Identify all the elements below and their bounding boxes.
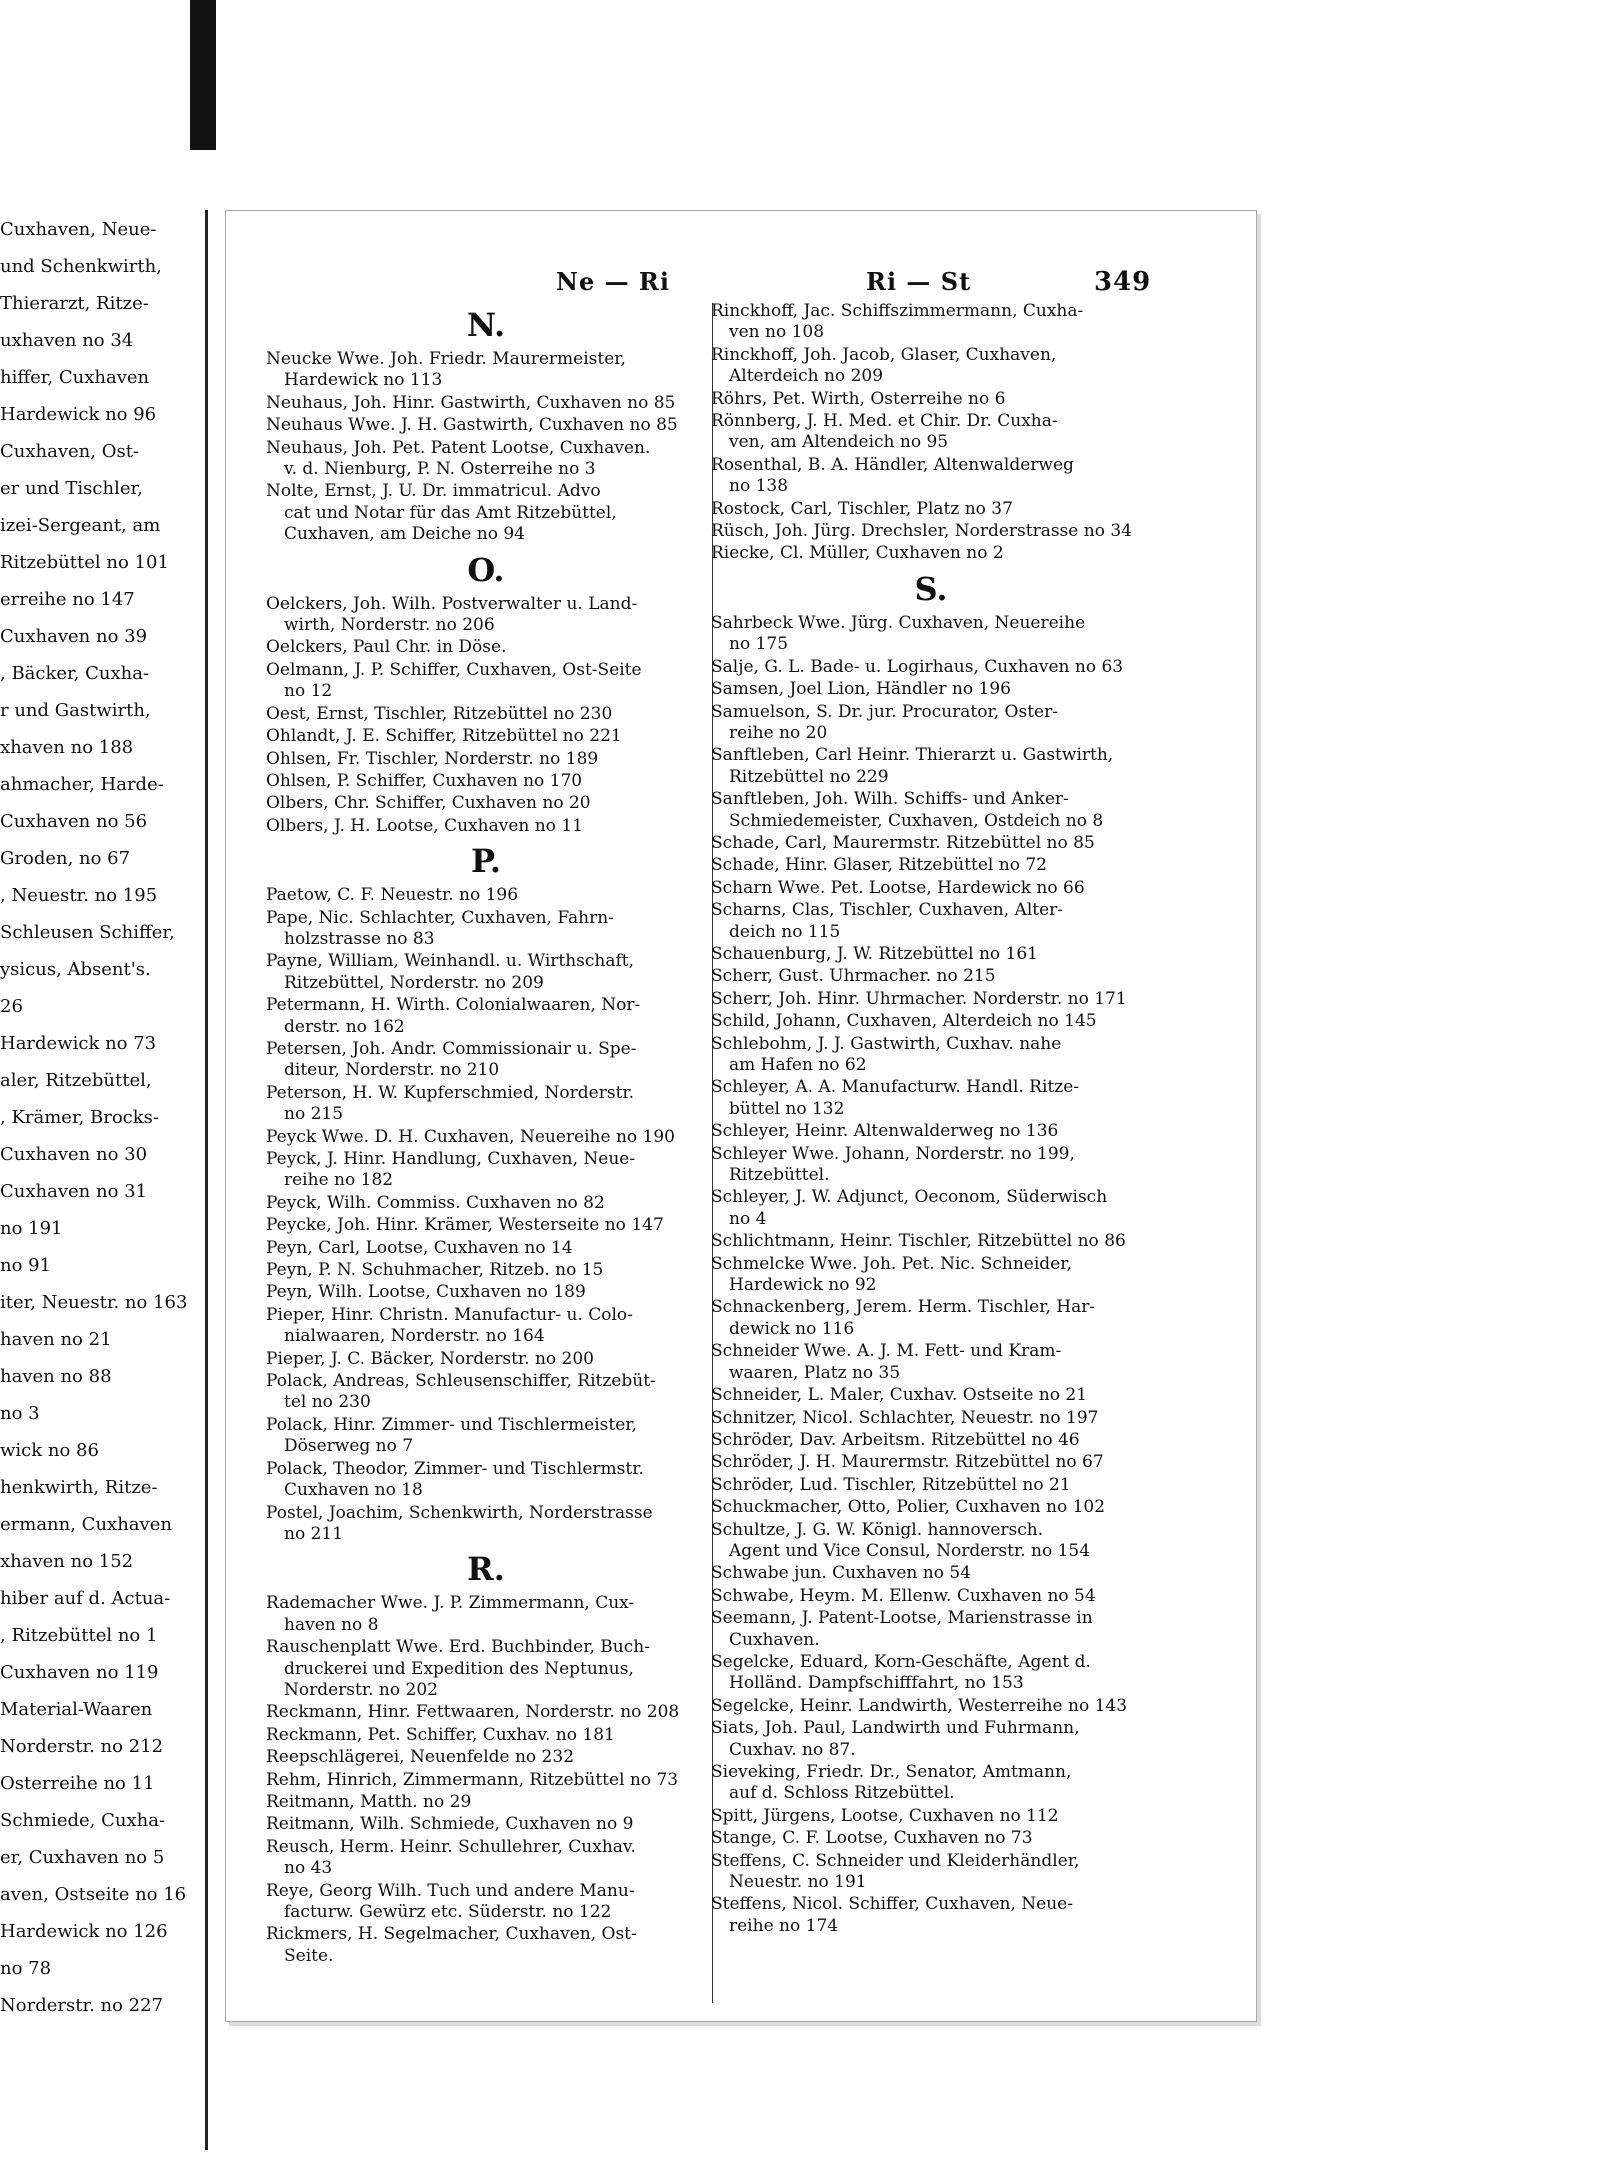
directory-entry xyxy=(266,1637,706,1701)
entry-continuation: no 138 xyxy=(729,476,789,497)
entry-continuation: Holländ. Dampfschifffahrt, no 153 xyxy=(729,1673,1024,1694)
directory-entry xyxy=(711,1011,1151,1032)
entry-text: Ohlandt, J. E. Schiffer, Ritzebüttel no 221 xyxy=(266,726,622,747)
entry-text: Steffens, C. Schneider und Kleiderhändler, xyxy=(711,1850,1080,1871)
entry-text: Riecke, Cl. Müller, Cuxhaven no 2 xyxy=(711,543,1004,564)
directory-entry xyxy=(266,1924,706,1967)
directory-entry xyxy=(266,1371,706,1414)
fragment-line: iter, Neuestr. no 163 xyxy=(0,1292,188,1313)
directory-entry xyxy=(266,594,706,637)
entry-text: Peyn, P. N. Schuhmacher, Ritzeb. no 15 xyxy=(266,1260,604,1281)
entry-text: Peyn, Wilh. Lootse, Cuxhaven no 189 xyxy=(266,1282,586,1303)
entry-text: Peyck Wwe. D. H. Cuxhaven, Neuereihe no 190 xyxy=(266,1126,675,1147)
directory-entry xyxy=(266,951,706,994)
directory-entry xyxy=(711,455,1151,498)
directory-entry xyxy=(711,1520,1151,1563)
directory-entry xyxy=(711,1806,1151,1827)
fragment-line: , Ritzebüttel no 1 xyxy=(0,1625,158,1646)
directory-entry xyxy=(711,1497,1151,1518)
entry-text: Schade, Carl, Maurermstr. Ritzebüttel no 85 xyxy=(711,832,1095,853)
fragment-line: r und Gastwirth, xyxy=(0,700,151,721)
directory-entry xyxy=(266,1127,706,1148)
entry-continuation: büttel no 132 xyxy=(729,1098,845,1119)
directory-entry xyxy=(711,1187,1151,1230)
directory-entry xyxy=(711,301,1151,344)
entry-text: Schneider Wwe. A. J. M. Fett- und Kram- xyxy=(711,1341,1062,1362)
entry-continuation: derstr. no 162 xyxy=(284,1016,405,1037)
directory-entry xyxy=(711,1254,1151,1297)
directory-entry xyxy=(711,1297,1151,1340)
entry-text: Schleyer Wwe. Johann, Norderstr. no 199, xyxy=(711,1143,1075,1164)
entry-continuation: reihe no 182 xyxy=(284,1170,394,1191)
directory-entry xyxy=(266,995,706,1038)
directory-entry xyxy=(266,1282,706,1303)
section-letter: P. xyxy=(471,842,501,881)
fragment-line: Cuxhaven no 39 xyxy=(0,626,148,647)
entry-continuation: no 175 xyxy=(729,634,789,655)
entry-text: Schleyer, A. A. Manufacturw. Handl. Ritze- xyxy=(711,1077,1080,1098)
directory-entry xyxy=(711,855,1151,876)
entry-continuation: Cuxhaven no 18 xyxy=(284,1480,423,1501)
directory-entry xyxy=(711,1586,1151,1607)
entry-text: Schlichtmann, Heinr. Tischler, Ritzebüttel no 86 xyxy=(711,1231,1126,1252)
directory-entry xyxy=(711,989,1151,1010)
directory-entry xyxy=(711,1231,1151,1252)
page-number: 349 xyxy=(1094,267,1152,297)
entry-text: Neuhaus, Joh. Hinr. Gastwirth, Cuxhaven no 85 xyxy=(266,392,676,413)
entry-text: Peyck, Wilh. Commiss. Cuxhaven no 82 xyxy=(266,1192,605,1213)
entry-continuation: Ritzebüttel. xyxy=(729,1165,830,1186)
directory-entry xyxy=(711,944,1151,965)
entry-continuation: Schmiedemeister, Cuxhaven, Ostdeich no 8 xyxy=(729,810,1104,831)
entry-continuation: reihe no 174 xyxy=(729,1915,839,1936)
entry-text: Rosenthal, B. A. Händler, Altenwalderweg xyxy=(711,454,1074,475)
fragment-line: Hardewick no 73 xyxy=(0,1033,157,1054)
left-running-head: Ne — Ri xyxy=(556,267,670,296)
fragment-line: hiber auf d. Actua- xyxy=(0,1588,171,1609)
fragment-line: ahmacher, Harde- xyxy=(0,774,164,795)
entry-text: Peterson, H. W. Kupferschmied, Norderstr. xyxy=(266,1082,635,1103)
directory-entry xyxy=(266,749,706,770)
directory-entry xyxy=(711,411,1151,454)
directory-entry xyxy=(711,1475,1151,1496)
entry-continuation: no 211 xyxy=(284,1523,344,1544)
entry-continuation: wirth, Norderstr. no 206 xyxy=(284,615,495,636)
entry-continuation: Ritzebüttel, Norderstr. no 209 xyxy=(284,972,544,993)
directory-entry xyxy=(266,1459,706,1502)
fragment-line: Material-Waaren xyxy=(0,1699,153,1720)
entry-continuation: ven no 108 xyxy=(729,322,825,343)
fragment-line: ermann, Cuxhaven xyxy=(0,1514,172,1535)
directory-entry xyxy=(266,793,706,814)
fragment-line: Cuxhaven no 30 xyxy=(0,1144,148,1165)
directory-entry xyxy=(711,966,1151,987)
directory-entry xyxy=(266,1792,706,1813)
fragment-line: Cuxhaven no 31 xyxy=(0,1181,148,1202)
entry-text: Seemann, J. Patent-Lootse, Marienstrasse in xyxy=(711,1608,1093,1629)
entry-continuation: facturw. Gewürz etc. Süderstr. no 122 xyxy=(284,1902,612,1922)
entry-text: Schneider, L. Maler, Cuxhav. Ostseite no 21 xyxy=(711,1385,1088,1406)
entry-text: Scharns, Clas, Tischler, Cuxhaven, Alter- xyxy=(711,900,1064,921)
entry-continuation: no 215 xyxy=(284,1104,344,1125)
entry-continuation: reihe no 20 xyxy=(729,722,828,743)
entry-text: Polack, Theodor, Zimmer- und Tischlermstr. xyxy=(266,1458,644,1479)
directory-entry xyxy=(266,885,706,906)
directory-entry xyxy=(711,1385,1151,1406)
fragment-line: Schleusen Schiffer, xyxy=(0,922,175,943)
entry-text: Schmelcke Wwe. Joh. Pet. Nic. Schneider, xyxy=(711,1253,1072,1274)
directory-entry xyxy=(711,1408,1151,1429)
directory-entry xyxy=(711,679,1151,700)
directory-entry xyxy=(711,1077,1151,1120)
directory-entry xyxy=(266,1415,706,1458)
entry-text: Rinckhoff, Jac. Schiffszimmermann, Cuxha- xyxy=(711,301,1084,321)
entry-continuation: diteur, Norderstr. no 210 xyxy=(284,1060,500,1081)
directory-entry xyxy=(711,389,1151,410)
directory-entry xyxy=(266,704,706,725)
entry-text: Rinckhoff, Joh. Jacob, Glaser, Cuxhaven, xyxy=(711,344,1057,365)
entry-text: Peyck, J. Hinr. Handlung, Cuxhaven, Neue- xyxy=(266,1149,636,1169)
entry-text: Rehm, Hinrich, Zimmermann, Ritzebüttel no 73 xyxy=(266,1769,679,1790)
fragment-line: Groden, no 67 xyxy=(0,848,131,869)
entry-text: Schauenburg, J. W. Ritzebüttel no 161 xyxy=(711,943,1038,964)
directory-entry xyxy=(266,1039,706,1082)
directory-entry xyxy=(711,1762,1151,1805)
entry-text: Pieper, Hinr. Christn. Manufactur- u. Colo- xyxy=(266,1304,633,1325)
entry-text: Petersen, Joh. Andr. Commissionair u. Spe- xyxy=(266,1038,637,1059)
entry-text: Rüsch, Joh. Jürg. Drechsler, Norderstrasse no 34 xyxy=(711,521,1132,542)
directory-entry xyxy=(711,1828,1151,1849)
fragment-line: Cuxhaven, Ost- xyxy=(0,441,140,462)
entry-continuation: dewick no 116 xyxy=(729,1318,855,1339)
entry-continuation: Agent und Vice Consul, Norderstr. no 154 xyxy=(729,1540,1091,1561)
entry-text: Ohlsen, Fr. Tischler, Norderstr. no 189 xyxy=(266,748,599,769)
entry-text: Samuelson, S. Dr. jur. Procurator, Oster- xyxy=(711,701,1058,722)
fragment-line: , Krämer, Brocks- xyxy=(0,1107,159,1128)
fragment-line: no 191 xyxy=(0,1218,63,1239)
directory-entry xyxy=(266,1305,706,1348)
entry-continuation: am Hafen no 62 xyxy=(729,1055,867,1075)
entry-text: Scharn Wwe. Pet. Lootse, Hardewick no 66 xyxy=(711,877,1085,898)
directory-entry xyxy=(711,1341,1151,1384)
directory-entry xyxy=(711,1851,1151,1894)
directory-entry xyxy=(711,543,1151,564)
entry-continuation: Döserweg no 7 xyxy=(284,1436,414,1457)
binding-strap xyxy=(190,0,216,150)
entry-text: Schuckmacher, Otto, Polier, Cuxhaven no 102 xyxy=(711,1497,1106,1518)
directory-entry xyxy=(266,726,706,747)
fragment-line: Cuxhaven, Neue- xyxy=(0,219,157,240)
directory-entry xyxy=(711,657,1151,678)
entry-text: Schultze, J. G. W. Königl. hannoversch. xyxy=(711,1519,1044,1540)
directory-entry xyxy=(266,1215,706,1236)
directory-entry xyxy=(266,1702,706,1723)
fragment-line: 26 xyxy=(0,996,23,1017)
directory-entry xyxy=(711,345,1151,388)
fragment-line: xhaven no 152 xyxy=(0,1551,134,1572)
entry-text: Schnackenberg, Jerem. Herm. Tischler, Har- xyxy=(711,1297,1096,1318)
left-page-fragment xyxy=(0,210,208,2150)
directory-entry xyxy=(711,1894,1151,1937)
directory-entry xyxy=(711,1452,1151,1473)
entry-text: Reye, Georg Wilh. Tuch und andere Manu- xyxy=(266,1880,635,1901)
directory-entry xyxy=(711,1652,1151,1695)
entry-text: Paetow, C. F. Neuestr. no 196 xyxy=(266,885,519,906)
entry-continuation: no 4 xyxy=(729,1208,767,1229)
entry-text: Polack, Andreas, Schleusenschiffer, Ritzebüt- xyxy=(266,1371,656,1392)
directory-entry xyxy=(266,1725,706,1746)
fragment-line: no 91 xyxy=(0,1255,52,1276)
entry-text: Steffens, Nicol. Schiffer, Cuxhaven, Neue- xyxy=(711,1894,1073,1915)
fragment-line: , Neuestr. no 195 xyxy=(0,885,158,906)
directory-entry xyxy=(266,908,706,951)
entry-continuation: Cuxhaven. xyxy=(729,1629,820,1650)
entry-text: Scherr, Joh. Hinr. Uhrmacher. Norderstr. no 171 xyxy=(711,988,1127,1009)
fragment-line: wick no 86 xyxy=(0,1440,99,1461)
fragment-line: Norderstr. no 227 xyxy=(0,1995,164,2016)
section-letter: R. xyxy=(467,1550,505,1589)
entry-continuation: cat und Notar für das Amt Ritzebüttel, Cuxhaven, am Deiche no 94 xyxy=(284,502,617,545)
entry-continuation: Alterdeich no 209 xyxy=(729,366,884,387)
entry-text: Olbers, Chr. Schiffer, Cuxhaven no 20 xyxy=(266,793,591,814)
entry-text: Payne, William, Weinhandl. u. Wirthschaft, xyxy=(266,951,635,972)
entry-text: Reckmann, Hinr. Fettwaaren, Norderstr. no 208 xyxy=(266,1702,680,1723)
directory-entry xyxy=(266,1503,706,1546)
fragment-line: Ritzebüttel no 101 xyxy=(0,552,169,573)
entry-text: Oelckers, Paul Chr. in Döse. xyxy=(266,637,507,658)
fragment-line: Cuxhaven no 56 xyxy=(0,811,148,832)
right-column xyxy=(711,301,1151,1938)
directory-entry xyxy=(266,393,706,414)
directory-entry xyxy=(266,1881,706,1924)
directory-entry xyxy=(711,499,1151,520)
entry-text: Neuhaus, Joh. Pet. Patent Lootse, Cuxhaven. xyxy=(266,437,651,458)
entry-continuation: Cuxhav. no 87. xyxy=(729,1739,856,1760)
entry-text: Reepschlägerei, Neuenfelde no 232 xyxy=(266,1747,575,1768)
directory-entry xyxy=(711,878,1151,899)
entry-text: Reitmann, Wilh. Schmiede, Cuxhaven no 9 xyxy=(266,1814,634,1835)
section-letter: O. xyxy=(467,550,505,589)
fragment-line: er, Cuxhaven no 5 xyxy=(0,1847,165,1868)
fragment-line: Hardewick no 126 xyxy=(0,1921,168,1942)
directory-entry xyxy=(711,900,1151,943)
entry-text: Salje, G. L. Bade- u. Logirhaus, Cuxhaven no 63 xyxy=(711,656,1124,677)
directory-entry xyxy=(266,1083,706,1126)
entry-continuation: Neuestr. no 191 xyxy=(729,1872,867,1893)
directory-entry xyxy=(266,1747,706,1768)
entry-text: Segelcke, Eduard, Korn-Geschäfte, Agent d. xyxy=(711,1651,1091,1672)
entry-text: Reitmann, Matth. no 29 xyxy=(266,1791,472,1812)
entry-text: Samsen, Joel Lion, Händler no 196 xyxy=(711,679,1011,700)
fragment-line: aven, Ostseite no 16 xyxy=(0,1884,187,1905)
fragment-line: uxhaven no 34 xyxy=(0,330,134,351)
entry-text: Sahrbeck Wwe. Jürg. Cuxhaven, Neuereihe xyxy=(711,612,1086,633)
entry-text: Polack, Hinr. Zimmer- und Tischlermeister, xyxy=(266,1414,637,1435)
entry-text: Oelckers, Joh. Wilh. Postverwalter u. Land- xyxy=(266,593,638,614)
directory-entry xyxy=(711,1034,1151,1077)
entry-text: Schwabe, Heym. M. Ellenw. Cuxhaven no 54 xyxy=(711,1585,1096,1606)
fragment-line: er und Tischler, xyxy=(0,478,143,499)
entry-text: Schwabe jun. Cuxhaven no 54 xyxy=(711,1563,971,1584)
directory-entry xyxy=(266,438,706,481)
entry-continuation: holzstrasse no 83 xyxy=(284,928,435,949)
entry-text: Oelmann, J. P. Schiffer, Cuxhaven, Ost-Seite xyxy=(266,659,642,680)
entry-continuation: haven no 8 xyxy=(284,1614,379,1635)
entry-text: Sanftleben, Carl Heinr. Thierarzt u. Gastwirth, xyxy=(711,745,1114,766)
directory-entry xyxy=(711,1718,1151,1761)
directory-entry xyxy=(266,1260,706,1281)
entry-continuation: v. d. Nienburg, P. N. Osterreihe no 3 xyxy=(284,459,596,480)
fragment-line: Osterreihe no 11 xyxy=(0,1773,155,1794)
entry-text: Schröder, Dav. Arbeitsm. Ritzebüttel no 46 xyxy=(711,1429,1080,1450)
fragment-line: no 3 xyxy=(0,1403,40,1424)
entry-text: Peyn, Carl, Lootse, Cuxhaven no 14 xyxy=(266,1237,573,1258)
section-letter: N. xyxy=(466,306,506,344)
fragment-line: erreihe no 147 xyxy=(0,589,135,610)
directory-entry xyxy=(711,1608,1151,1651)
entry-continuation: Seite. xyxy=(284,1945,334,1966)
fragment-line: xhaven no 188 xyxy=(0,737,134,758)
fragment-line: haven no 88 xyxy=(0,1366,112,1387)
left-column xyxy=(266,301,706,1968)
section-letter: S. xyxy=(914,569,948,608)
directory-entry xyxy=(711,745,1151,788)
directory-entry xyxy=(711,1144,1151,1187)
directory-entry xyxy=(266,1149,706,1192)
directory-entry xyxy=(711,1563,1151,1584)
entry-continuation: auf d. Schloss Ritzebüttel. xyxy=(729,1783,955,1804)
entry-text: Schleyer, J. W. Adjunct, Oeconom, Süderwisch xyxy=(711,1187,1108,1208)
fragment-line: haven no 21 xyxy=(0,1329,112,1350)
entry-text: Sanftleben, Joh. Wilh. Schiffs- und Anker- xyxy=(711,789,1069,810)
directory-entry xyxy=(266,1238,706,1259)
directory-entry xyxy=(266,660,706,703)
entry-text: Oest, Ernst, Tischler, Ritzebüttel no 230 xyxy=(266,703,613,724)
directory-entry xyxy=(711,789,1151,832)
directory-entry xyxy=(266,1193,706,1214)
entry-continuation: druckerei und Expedition des Neptunus, Norderstr. no 202 xyxy=(284,1658,634,1700)
directory-entry xyxy=(711,521,1151,542)
entry-text: Postel, Joachim, Schenkwirth, Norderstrasse xyxy=(266,1502,653,1523)
directory-entry xyxy=(711,702,1151,745)
entry-text: Schnitzer, Nicol. Schlachter, Neuestr. no 197 xyxy=(711,1407,1099,1428)
fragment-line: hiffer, Cuxhaven xyxy=(0,367,150,388)
fragment-line: Hardewick no 96 xyxy=(0,404,157,425)
fragment-line: izei-Sergeant, am xyxy=(0,515,161,536)
directory-entry xyxy=(266,1593,706,1636)
entry-text: Reusch, Herm. Heinr. Schullehrer, Cuxhav. xyxy=(266,1836,636,1857)
entry-continuation: no 43 xyxy=(284,1858,333,1879)
directory-entry xyxy=(711,833,1151,854)
entry-text: Schröder, Lud. Tischler, Ritzebüttel no 21 xyxy=(711,1474,1071,1495)
fragment-line: Norderstr. no 212 xyxy=(0,1736,164,1757)
entry-text: Pape, Nic. Schlachter, Cuxhaven, Fahrn- xyxy=(266,907,614,928)
entry-text: Olbers, J. H. Lootse, Cuxhaven no 11 xyxy=(266,815,583,836)
directory-entry xyxy=(711,613,1151,656)
entry-text: Nolte, Ernst, J. U. Dr. immatricul. Advo xyxy=(266,481,601,502)
directory-entry xyxy=(266,816,706,837)
fragment-line: aler, Ritzebüttel, xyxy=(0,1070,152,1091)
directory-entry xyxy=(266,637,706,658)
entry-text: Rostock, Carl, Tischler, Platz no 37 xyxy=(711,498,1013,519)
entry-text: Sieveking, Friedr. Dr., Senator, Amtmann, xyxy=(711,1762,1072,1782)
entry-text: Schröder, J. H. Maurermstr. Ritzebüttel no 67 xyxy=(711,1452,1104,1473)
directory-entry xyxy=(266,415,706,436)
entry-text: Siats, Joh. Paul, Landwirth und Fuhrmann, xyxy=(711,1718,1080,1739)
fragment-line: no 78 xyxy=(0,1958,52,1979)
entry-continuation: Ritzebüttel no 229 xyxy=(729,766,889,787)
entry-text: Ohlsen, P. Schiffer, Cuxhaven no 170 xyxy=(266,770,583,791)
fragment-line: ysicus, Absent's. xyxy=(0,959,151,980)
directory-page xyxy=(225,210,1257,2022)
entry-text: Neuhaus Wwe. J. H. Gastwirth, Cuxhaven no 85 xyxy=(266,415,678,436)
entry-text: Schade, Hinr. Glaser, Ritzebüttel no 72 xyxy=(711,855,1047,876)
entry-text: Reckmann, Pet. Schiffer, Cuxhav. no 181 xyxy=(266,1724,615,1745)
entry-text: Rauschenplatt Wwe. Erd. Buchbinder, Buch- xyxy=(266,1637,650,1658)
entry-continuation: waaren, Platz no 35 xyxy=(729,1362,901,1383)
entry-text: Spitt, Jürgens, Lootse, Cuxhaven no 112 xyxy=(711,1805,1059,1826)
directory-entry xyxy=(266,349,706,392)
entry-continuation: nialwaaren, Norderstr. no 164 xyxy=(284,1326,545,1347)
fragment-line: Schmiede, Cuxha- xyxy=(0,1810,166,1831)
fragment-line: Cuxhaven no 119 xyxy=(0,1662,159,1683)
entry-continuation: deich no 115 xyxy=(729,921,841,942)
entry-text: Schild, Johann, Cuxhaven, Alterdeich no 145 xyxy=(711,1011,1097,1032)
entry-text: Schleyer, Heinr. Altenwalderweg no 136 xyxy=(711,1121,1059,1142)
entry-text: Schlebohm, J. J. Gastwirth, Cuxhav. nahe xyxy=(711,1033,1062,1054)
directory-entry xyxy=(266,1837,706,1880)
entry-text: Rademacher Wwe. J. P. Zimmermann, Cux- xyxy=(266,1593,635,1614)
fragment-line: Thierarzt, Ritze- xyxy=(0,293,149,314)
directory-entry xyxy=(266,1770,706,1791)
directory-entry xyxy=(266,481,706,545)
entry-text: Röhrs, Pet. Wirth, Osterreihe no 6 xyxy=(711,388,1006,409)
entry-text: Rickmers, H. Segelmacher, Cuxhaven, Ost- xyxy=(266,1924,637,1945)
entry-continuation: Hardewick no 92 xyxy=(729,1275,877,1296)
right-running-head: Ri — St xyxy=(866,267,972,296)
directory-entry xyxy=(266,1814,706,1835)
entry-text: Pieper, J. C. Bäcker, Norderstr. no 200 xyxy=(266,1348,594,1369)
directory-entry xyxy=(266,1349,706,1370)
directory-entry xyxy=(266,771,706,792)
directory-entry xyxy=(711,1430,1151,1451)
fragment-line: , Bäcker, Cuxha- xyxy=(0,663,150,684)
directory-entry xyxy=(711,1696,1151,1717)
entry-text: Scherr, Gust. Uhrmacher. no 215 xyxy=(711,966,996,987)
fragment-line: und Schenkwirth, xyxy=(0,256,162,277)
entry-continuation: Hardewick no 113 xyxy=(284,370,443,391)
entry-continuation: ven, am Altendeich no 95 xyxy=(729,432,949,453)
fragment-line: henkwirth, Ritze- xyxy=(0,1477,158,1498)
entry-text: Neucke Wwe. Joh. Friedr. Maurermeister, xyxy=(266,349,626,369)
entry-text: Segelcke, Heinr. Landwirth, Westerreihe no 143 xyxy=(711,1695,1128,1716)
entry-continuation: no 12 xyxy=(284,681,333,702)
directory-entry xyxy=(711,1121,1151,1142)
entry-text: Stange, C. F. Lootse, Cuxhaven no 73 xyxy=(711,1828,1033,1849)
entry-continuation: tel no 230 xyxy=(284,1392,371,1413)
entry-text: Rönnberg, J. H. Med. et Chir. Dr. Cuxha- xyxy=(711,411,1058,432)
entry-text: Petermann, H. Wirth. Colonialwaaren, Nor- xyxy=(266,995,641,1016)
entry-text: Peycke, Joh. Hinr. Krämer, Westerseite no 147 xyxy=(266,1215,664,1236)
